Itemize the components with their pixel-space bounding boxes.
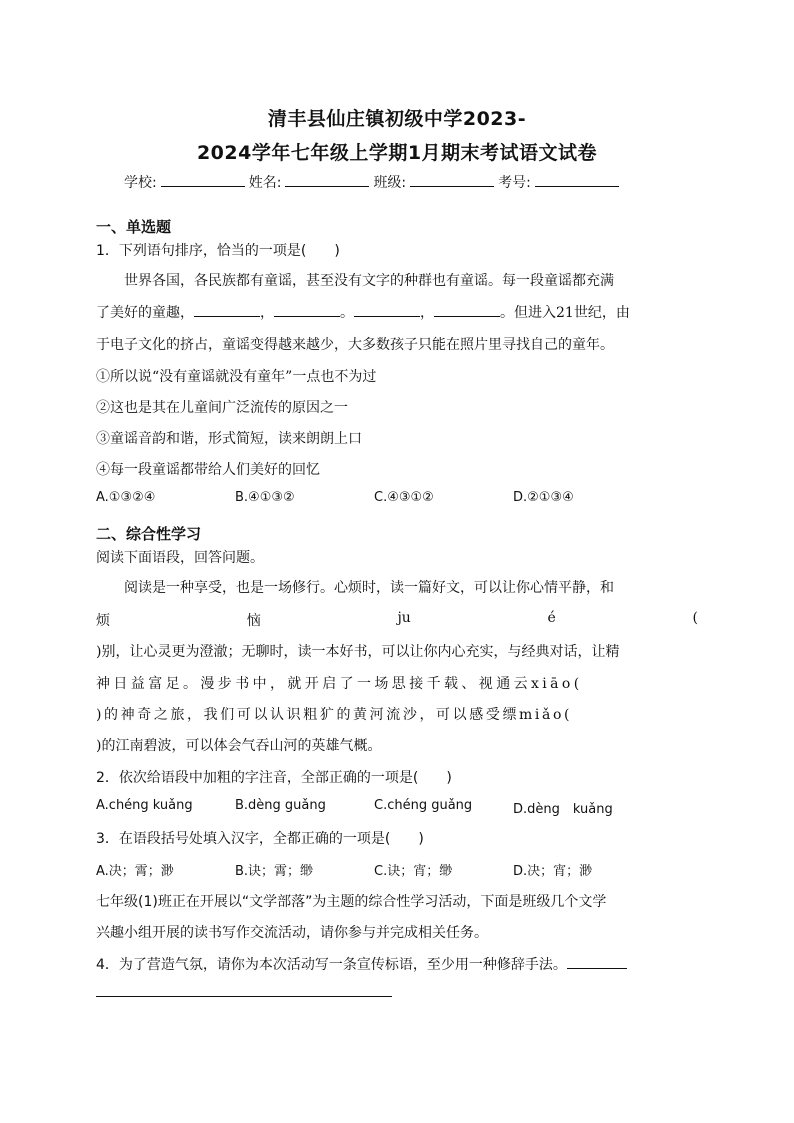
name-blank[interactable] [285,174,369,187]
q1-passage-text-d: ， [420,305,434,321]
q2-option-d[interactable]: D.dèng kuǎng [513,802,613,817]
q1-option-d[interactable]: D.②①③④ [513,490,574,505]
s2-passage-line6: )的江南碧波，可以体会气吞山河的英雄气概。 [96,738,382,754]
q4-stem-text: 4．为了营造气氛，请你为本次活动写一条宣传标语，至少用一种修辞手法。 [96,957,567,973]
q1-option-b[interactable]: B.④①③② [235,490,295,505]
q1-passage-text-a: 了美好的童趣， [96,305,194,321]
s2-passage-line5: )的神奇之旅，我们可以认识粗犷的黄河流沙，可以感受缥miǎo( [96,707,573,723]
exam-no-blank[interactable] [535,174,619,187]
s2-passage-line4: 神日益富足。漫步书中，就开启了一场思接千载、视通云xiāo( [96,676,583,692]
q2-option-b[interactable]: B.dèng guǎng [235,798,326,813]
question-2-stem: 2．依次给语段中加粗的字注音，全部正确的一项是( ) [96,770,452,786]
activity-context-line1: 七年级(1)班正在开展以“文学部落”为主题的综合性学习活动，下面是班级几个文学 [96,894,607,910]
student-info-row [124,172,623,192]
school-label: 学校: [124,175,157,191]
q2-option-c[interactable]: C.chéng guǎng [374,798,473,813]
q1-blank-1[interactable] [194,304,260,317]
class-label: 班级: [373,175,407,191]
q1-option-c[interactable]: C.④③①② [374,490,434,505]
q1-passage-line1: 世界各国，各民族都有童谣，甚至没有文字的种群也有童谣。每一段童谣都充满 [124,273,614,289]
exam-no-label: 考号: [498,175,531,191]
q1-blank-2[interactable] [274,304,340,317]
q1-options [96,490,656,505]
s2-passage-line2 [96,610,698,630]
q1-passage-text-e: 。但进入21世纪，由 [500,305,630,321]
question-3-stem: 3．在语段括号处填入汉字，全都正确的一项是( ) [96,831,424,847]
q1-blank-4[interactable] [434,304,500,317]
q1-passage-text-c: 。 [340,305,354,321]
q4-answer-blank[interactable] [567,956,627,969]
q1-item-1: ①所以说“没有童谣就没有童年”一点也不为过 [96,369,377,385]
s2-passage-line1: 阅读是一种享受，也是一场修行。心烦时，读一篇好文，可以让你心情平静，和 [124,580,614,596]
q3-option-d[interactable]: D.决；宵；渺 [513,864,593,879]
s2-passage-line3: )别，让心灵更为澄澈；无聊时，读一本好书，可以让你内心充实，与经典对话，让精 [96,644,620,660]
q1-passage-line2 [96,302,698,322]
question-1-stem: 1．下列语句排序，恰当的一项是( ) [96,243,340,259]
s2-passage-pinyin-1: ju [397,610,411,626]
q2-options [96,798,656,817]
q4-answer-line[interactable] [96,996,392,997]
section-heading-single-choice: 一、单选题 [96,218,172,236]
q2-option-a[interactable]: A.chéng kuǎng [96,798,193,813]
q1-item-2: ②这也是其在儿童间广泛流传的原因之一 [96,400,348,416]
q3-options [96,860,656,879]
q1-passage-line3: 于电子文化的挤占，童谣变得越来越少，大多数孩子只能在照片里寻找自己的童年。 [96,337,614,353]
q1-item-3: ③童谣音韵和谐，形式简短，读来朗朗上口 [96,431,362,447]
school-blank[interactable] [161,174,245,187]
q1-item-4: ④每一段童谣都带给人们美好的回忆 [96,462,320,478]
activity-context-line2: 兴趣小组开展的读书写作交流活动，请你参与并完成相关任务。 [96,925,488,941]
q1-blank-3[interactable] [354,304,420,317]
question-4-stem [96,954,698,974]
section-heading-comprehensive: 二、综合性学习 [96,525,202,543]
s2-passage-word-2: 恼 [246,613,261,629]
section2-intro: 阅读下面语段，回答问题。 [96,550,264,566]
q3-option-a[interactable]: A.决；霄；渺 [96,864,174,879]
q3-option-b[interactable]: B.诀；霄；缈 [235,864,314,879]
q1-option-a[interactable]: A.①③②④ [96,490,156,505]
q3-option-c[interactable]: C.诀；宵；缈 [374,864,453,879]
exam-title-line2: 2024学年七年级上学期1月期末考试语文试卷 [196,142,598,164]
name-label: 姓名: [248,175,282,191]
exam-title-line1: 清丰县仙庄镇初级中学2023- [267,108,527,130]
q1-passage-text-b: ， [260,305,274,321]
s2-passage-pinyin-2: é [547,610,556,626]
s2-passage-paren: ( [692,610,698,626]
s2-passage-word-1: 烦 [96,613,110,629]
class-blank[interactable] [410,174,494,187]
